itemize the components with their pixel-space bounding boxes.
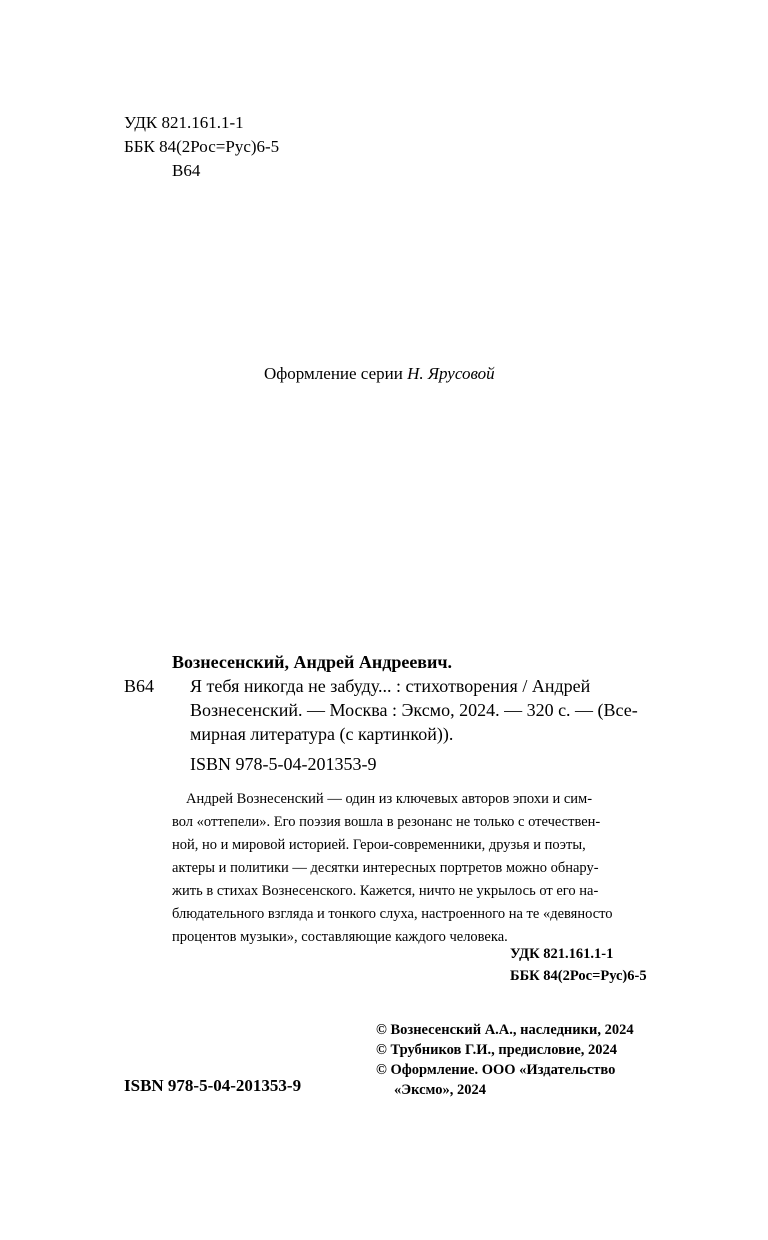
annotation-line: ной, но и мировой историей. Герои-современники, друзья и поэты, xyxy=(172,837,586,853)
annotation-line: вол «оттепели». Его поэзия вошла в резонанс не только с отечествен- xyxy=(172,814,601,830)
bbk-code-card: ББК 84(2Рос=Рус)6-5 xyxy=(510,968,647,984)
copyright-line: © Трубников Г.И., предисловие, 2024 xyxy=(376,1042,618,1058)
annotation-line: жить в стихах Вознесенского. Кажется, ничто не укрылось от его на- xyxy=(172,883,599,899)
bibliographic-description xyxy=(190,674,638,746)
description-line: Вознесенский. — Москва : Эксмо, 2024. — 320 с. — (Все- xyxy=(190,700,638,720)
series-design-prefix: Оформление серии xyxy=(264,364,403,383)
copyright-block xyxy=(376,1020,634,1100)
udk-code-top: УДК 821.161.1-1 xyxy=(124,113,244,132)
annotation-line: Андрей Вознесенский — один из ключевых авторов эпохи и сим- xyxy=(186,791,593,807)
isbn-footer: ISBN 978-5-04-201353-9 xyxy=(124,1076,302,1095)
copyright-line: © Вознесенский А.А., наследники, 2024 xyxy=(376,1022,634,1038)
bbk-code-top: ББК 84(2Рос=Рус)6-5 xyxy=(124,137,280,156)
description-line: Я тебя никогда не забуду... : стихотворения / Андрей xyxy=(190,676,591,696)
isbn-card: ISBN 978-5-04-201353-9 xyxy=(190,754,377,774)
annotation-line: блюдательного взгляда и тонкого слуха, настроенного на те «девяносто xyxy=(172,906,613,922)
annotation-line: актеры и политики — десятки интересных портретов можно обнару- xyxy=(172,860,599,876)
series-designer-name: Н. Ярусовой xyxy=(407,364,495,383)
author-sign-card: В64 xyxy=(124,676,155,696)
copyright-line-continuation: «Эксмо», 2024 xyxy=(394,1082,486,1098)
copyright-line: © Оформление. ООО «Издательство xyxy=(376,1062,616,1078)
annotation xyxy=(172,788,686,949)
author-sign-top: В64 xyxy=(172,161,201,180)
description-line: мирная литература (с картинкой)). xyxy=(190,724,454,744)
series-design-credit xyxy=(264,364,495,384)
author-heading: Вознесенский, Андрей Андреевич. xyxy=(172,652,453,672)
udk-code-card: УДК 821.161.1-1 xyxy=(510,946,614,962)
annotation-line: процентов музыки», составляющие каждого человека. xyxy=(172,929,508,945)
